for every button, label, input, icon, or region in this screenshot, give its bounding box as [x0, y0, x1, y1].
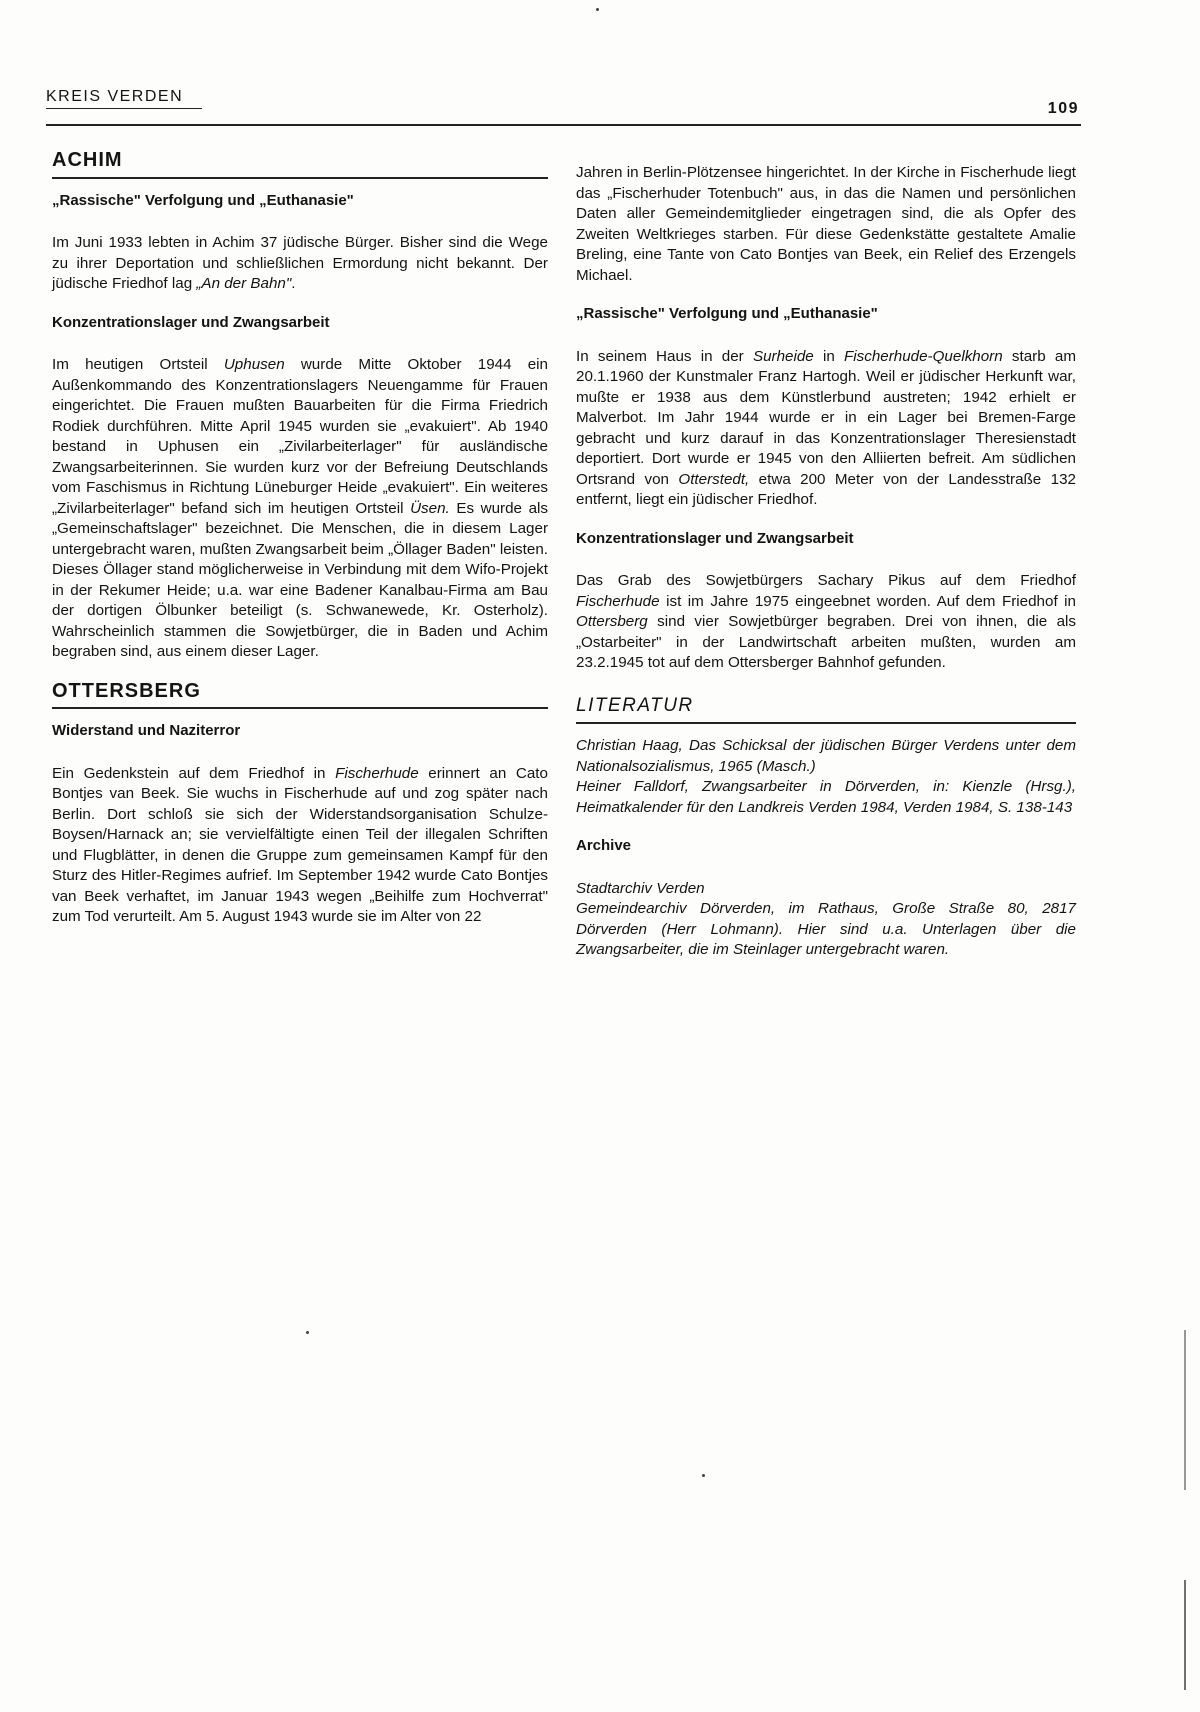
running-title: KREIS VERDEN	[46, 88, 184, 105]
left-column	[52, 150, 548, 928]
subheading-konzentrationslager-ottersberg: Konzentrationslager und Zwangsarbeit	[576, 529, 854, 547]
archive-entry-gemeindearchiv: Gemeindearchiv Dörverden, im Rathaus, Große Straße 80, 2817 Dörverden (Herr Lohmann). Hier sind u.a. Unterlagen über die Zwangsarbeiter, die im Steinlager untergebracht waren.	[576, 900, 1076, 958]
paragraph-ottersberg-continued: Jahren in Berlin-Plötzensee hingerichtet. In der Kirche in Fischerhude liegt das „Fischerhuder Totenbuch" aus, in das die Namen und persönlichen Daten aller Gemeindemitglieder eingetragen sind, die als Opfer des Zweiten Weltkrieges starben. Für diese Gedenkstätte gestaltete Amalie Breling, eine Tante von Cato Bontjes van Beek, ein Relief des Erzengels Michael.	[576, 164, 1076, 284]
section-title-achim: ACHIM	[52, 150, 548, 179]
subheading-konzentrationslager: Konzentrationslager und Zwangsarbeit	[52, 313, 330, 331]
right-column	[576, 163, 1076, 961]
scan-speck	[306, 1331, 309, 1334]
scan-speck	[702, 1474, 705, 1477]
subheading-archive: Archive	[576, 837, 632, 854]
paragraph-hartogh: In seinem Haus in der Surheide in Fischerhude-Quelkhorn starb am 20.1.1960 der Kunstmaler Franz Hartogh. Weil er jüdischer Herkunft war, mußte er 1938 aus dem Künstlerbund austreten; 1942 erhielt er Malverbot. Im Jahr 1944 wurde er in ein Lager bei Bremen-Farge gebracht und kurz darauf in das Konzentrationslager Theresienstadt deportiert. Dort wurde er 1945 von den Alliierten befreit. Am südlichen Ortsrand von Otterstedt, etwa 200 Meter von der Landesstraße 132 entfernt, liegt ein jüdischer Friedhof.	[576, 347, 1076, 508]
scan-edge-mark	[1184, 1330, 1186, 1490]
section-title-literatur: LITERATUR	[576, 696, 1076, 725]
paragraph-pikus: Das Grab des Sowjetbürgers Sachary Pikus auf dem Friedhof Fischerhude ist im Jahre 1975 eingeebnet worden. Auf dem Friedhof in Ottersberg sind vier Sowjetbürger begraben. Drei von ihnen, die als „Ostarbeiter" in der Landwirtschaft arbeiten mußten, wurden am 23.2.1945 tot auf dem Ottersberger Bahnhof gefunden.	[576, 572, 1076, 671]
page-number: 109	[1047, 100, 1079, 117]
subheading-rassische-verfolgung: „Rassische" Verfolgung und „Euthanasie"	[52, 191, 354, 209]
paragraph-achim-2: Im heutigen Ortsteil Uphusen wurde Mitte Oktober 1944 ein Außenkommando des Konzentrationslagers Neuengamme für Frauen eingerichtet. Die Frauen mußten Bauarbeiten für die Firma Friedrich Rodiek durchführen. Mitte April 1945 wurden sie „evakuiert". Ab 1940 bestand in Uphusen ein „Zivilarbeiterlager" für ausländische Zwangsarbeiterinnen. Sie wurden kurz vor der Befreiung Deutschlands vom Faschismus in Richtung Lüneburger Heide „evakuiert". Ein weiteres „Zivilarbeiterlager" befand sich im heutigen Ortsteil Üsen. Es wurde als „Gemeinschaftslager" bezeichnet. Die Menschen, die in diesem Lager untergebracht waren, mußten Zwangsarbeit beim „Öllager Baden" leisten. Dieses Öllager stand möglicherweise in Verbindung mit dem Wifo-Projekt in der Rekumer Heide; u.a. war eine Badener Kanalbau-Firma am Bau der dortigen Ölbunker beteiligt (s. Schwanewede, Kr. Osterholz). Wahrscheinlich stammen die Sowjetbürger, die in Baden und Achim begraben sind, aus einem dieser Lager.	[52, 356, 548, 660]
archive-entry-stadtarchiv: Stadtarchiv Verden	[576, 879, 705, 897]
subheading-widerstand: Widerstand und Naziterror	[52, 722, 241, 739]
literature-entry-haag: Christian Haag, Das Schicksal der jüdischen Bürger Verdens unter dem Nationalsozialismus, 1965 (Masch.)	[576, 737, 1076, 775]
header-rule	[46, 124, 1081, 126]
subheading-rassische-verfolgung-ottersberg: „Rassische" Verfolgung und „Euthanasie"	[576, 305, 878, 322]
scan-speck	[596, 8, 599, 11]
paragraph-achim-1: Im Juni 1933 lebten in Achim 37 jüdische Bürger. Bisher sind die Wege zu ihrer Deportation und schließlichen Ermordung nicht bekannt. Der jüdische Friedhof lag „An der Bahn".	[52, 234, 548, 292]
section-title-ottersberg: OTTERSBERG	[52, 681, 548, 710]
literature-entry-falldorf: Heiner Falldorf, Zwangsarbeiter in Dörverden, in: Kienzle (Hrsg.), Heimatkalender für den Landkreis Verden 1984, Verden 1984, S. 138-143	[576, 778, 1076, 816]
running-header	[46, 88, 1079, 117]
scan-edge-mark-lower	[1184, 1580, 1186, 1690]
header-rule-short	[46, 108, 202, 109]
paragraph-ottersberg-1: Ein Gedenkstein auf dem Friedhof in Fischerhude erinnert an Cato Bontjes van Beek. Sie wuchs in Fischerhude auf und zog später nach Berlin. Dort schloß sie sich der Widerstandsorganisation Schulze-Boysen/Harnack an; sie vervielfältigte einen Teil der illegalen Schriften und Flugblätter, in denen die Gruppe zum gemeinsamen Kampf für den Sturz des Hitler-Regimes aufrief. Im September 1942 wurde Cato Bontjes van Beek verhaftet, im Januar 1943 wegen „Beihilfe zum Hochverrat" zum Tod verurteilt. Am 5. August 1943 wurde sie im Alter von 22	[52, 764, 548, 925]
